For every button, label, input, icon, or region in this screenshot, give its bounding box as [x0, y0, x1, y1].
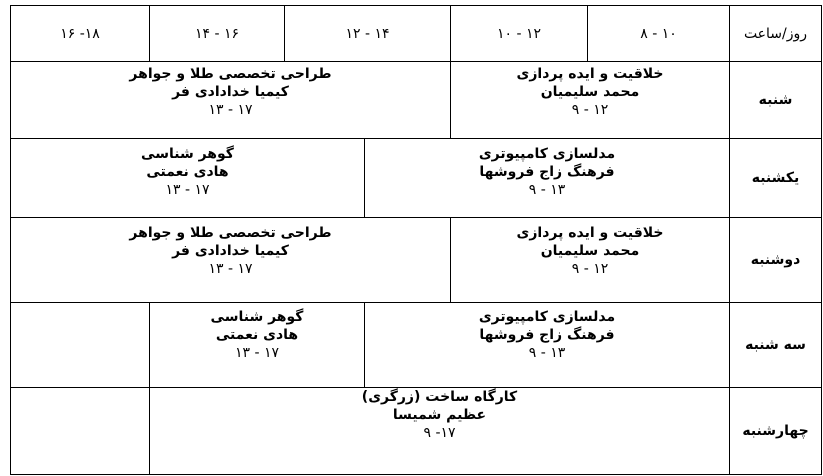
corner-header-cell	[730, 6, 822, 62]
slot-label: ۱۶ -۱۸	[60, 25, 100, 42]
class-title: مدلسازی کامپیوتری	[478, 145, 616, 162]
class-title: گوهر شناسی	[210, 308, 304, 325]
weekly-schedule-table	[10, 5, 822, 475]
class-block	[11, 62, 450, 119]
class-block	[150, 303, 364, 362]
day-cell	[730, 218, 822, 303]
class-teacher: هادی نعمتی	[215, 326, 299, 343]
class-time: ۱۳ - ۱۷	[208, 102, 253, 119]
class-block	[11, 139, 364, 199]
class-cell	[365, 302, 730, 388]
class-block	[451, 218, 729, 278]
class-title: طراحی تخصصی طلا و جواهر	[129, 66, 332, 83]
class-block	[365, 139, 729, 199]
day-cell	[730, 302, 822, 388]
class-teacher: فرهنگ زاج فروشها	[479, 163, 615, 180]
class-cell	[150, 302, 365, 388]
schedule-row-sunday	[11, 138, 822, 218]
class-teacher: هادی نعمتی	[146, 163, 229, 180]
class-cell	[11, 218, 451, 303]
slot-label: ۱۰ - ۱۲	[496, 25, 542, 42]
day-label: سه شنبه	[745, 337, 806, 354]
empty-cell	[11, 302, 150, 388]
class-teacher: کیمیا خدادادی فر	[172, 84, 289, 101]
class-time: ۱۳ - ۱۷	[234, 344, 280, 361]
schedule-row-saturday	[11, 62, 822, 138]
slot-header-1	[588, 6, 730, 62]
schedule-row-tuesday	[11, 302, 822, 388]
class-teacher: کیمیا خدادادی فر	[172, 243, 289, 260]
schedule-row-wednesday	[11, 388, 822, 475]
class-time: ۹ - ۱۳	[528, 181, 566, 198]
slot-label: ۱۴ - ۱۶	[194, 25, 240, 42]
slot-header-5	[11, 6, 150, 62]
class-time: ۹ - ۱۲	[571, 102, 609, 119]
class-time: ۹ -۱۷	[423, 425, 456, 442]
class-block	[451, 62, 729, 119]
class-time: ۱۳ - ۱۷	[165, 181, 210, 198]
class-cell	[451, 62, 730, 138]
day-label: یکشنبه	[751, 170, 800, 187]
slot-header-2	[451, 6, 588, 62]
day-cell	[730, 62, 822, 138]
header-row	[11, 6, 822, 62]
slot-header-3	[285, 6, 451, 62]
day-label: دوشنبه	[750, 252, 801, 269]
class-block	[365, 303, 729, 362]
class-block	[11, 218, 450, 278]
class-title: کارگاه ساخت (زرگری)	[361, 389, 518, 406]
class-title: مدلسازی کامپیوتری	[478, 308, 616, 325]
class-title: خلاقیت و ایده پردازی	[516, 225, 664, 242]
class-title: طراحی تخصصی طلا و جواهر	[129, 225, 332, 242]
class-teacher: عظیم شمیسا	[392, 407, 487, 424]
slot-label: ۸ - ۱۰	[640, 25, 677, 42]
class-cell	[365, 138, 730, 218]
class-cell	[150, 388, 730, 475]
day-cell	[730, 388, 822, 475]
class-block	[150, 388, 729, 442]
class-cell	[11, 138, 365, 218]
class-cell	[451, 218, 730, 303]
class-cell	[11, 62, 451, 138]
empty-cell	[11, 388, 150, 475]
class-time: ۹ - ۱۳	[528, 344, 566, 361]
class-title: خلاقیت و ایده پردازی	[516, 66, 664, 83]
schedule-row-monday	[11, 218, 822, 303]
day-cell	[730, 138, 822, 218]
class-teacher: محمد سلیمیان	[540, 243, 640, 260]
class-time: ۹ - ۱۲	[571, 261, 609, 278]
class-title: گوهر شناسی	[141, 145, 234, 162]
class-time: ۱۳ - ۱۷	[208, 261, 253, 278]
class-teacher: فرهنگ زاج فروشها	[479, 326, 615, 343]
day-label: شنبه	[758, 92, 793, 109]
slot-header-4	[150, 6, 285, 62]
corner-header-label: روز/ساعت	[743, 25, 808, 42]
slot-label: ۱۲ - ۱۴	[345, 25, 390, 42]
class-teacher: محمد سلیمیان	[540, 84, 640, 101]
day-label: چهارشنبه	[742, 423, 809, 440]
